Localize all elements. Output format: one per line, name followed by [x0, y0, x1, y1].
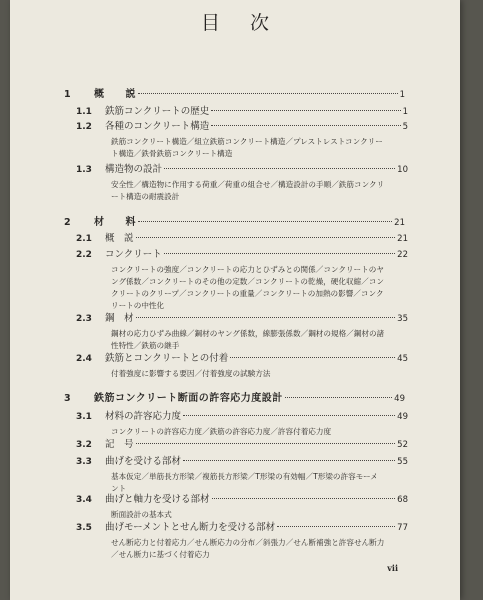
toc-section [76, 353, 408, 365]
toc-title: 曲げを受ける部材 [105, 456, 182, 467]
page-title: 目次 [200, 12, 299, 34]
toc-topics-line: 断面設計の基本式 [111, 510, 172, 519]
toc-page-number: 45 [397, 354, 408, 364]
toc-page-number: 10 [397, 165, 408, 175]
toc-section [76, 411, 408, 423]
toc-section [76, 522, 408, 534]
toc-chapter [64, 393, 405, 405]
toc-title: 鉄筋コンクリート断面の許容応力度設計 [94, 393, 283, 404]
dot-leader [230, 357, 395, 358]
dot-leader [285, 397, 392, 398]
toc-title: 曲げモーメントとせん断力を受ける部材 [105, 522, 276, 533]
toc-page-number: 21 [394, 218, 405, 228]
toc-page-number: 49 [397, 412, 408, 422]
dot-leader [136, 443, 396, 444]
toc-topics-line: せん断応力と付着応力／せん断応力の分布／斜張力／せん断補強と許容せん断力 [111, 538, 385, 547]
toc-topics-line: ート構造の耐震設計 [111, 192, 180, 202]
toc-topics-line: ント [111, 484, 127, 494]
toc-section [76, 494, 408, 506]
toc-title: 概 説 [105, 233, 134, 244]
toc-number: 2.1 [76, 234, 92, 244]
toc-number: 3.4 [76, 495, 92, 505]
toc-number: 2.3 [76, 314, 92, 324]
toc-section [76, 164, 408, 176]
toc-topics-line: コンクリートの強度／コンクリートの応力とひずみとの関係／コンクリートのヤ [111, 265, 384, 274]
toc-number: 1 [64, 89, 71, 100]
toc-title: 曲げと軸力を受ける部材 [105, 494, 210, 505]
dot-leader [164, 253, 395, 254]
dot-leader [164, 168, 395, 169]
toc-title: 鋼 材 [105, 313, 134, 324]
toc-title: 材 料 [94, 217, 136, 228]
toc-topics-line: 鉄筋コンクリート構造／組立鉄筋コンクリート構造／プレストレストコンクリー [111, 137, 383, 146]
toc-title: 記 号 [105, 439, 134, 450]
toc-topics-line: ト構造／鉄骨鉄筋コンクリート構造 [111, 149, 233, 159]
toc-topics-line: 性特性／鉄筋の継手 [111, 341, 180, 351]
toc-topics-line: 鋼材の応力ひずみ曲線／鋼材のヤング係数，線膨張係数／鋼材の規格／鋼材の諸 [111, 329, 385, 338]
toc-topics-line: 付着強度に影響する要因／付着強度の試験方法 [111, 369, 271, 378]
toc-page-number: 1 [402, 107, 408, 117]
toc-number: 3.3 [76, 457, 92, 467]
toc-section [76, 121, 408, 133]
toc-chapter [64, 89, 405, 101]
toc-number: 1.2 [76, 122, 92, 132]
toc-page-number: 68 [397, 495, 408, 505]
toc-title: 概 説 [94, 89, 136, 100]
toc-section [76, 249, 408, 261]
toc-title: コンクリート [105, 249, 162, 260]
toc-page-number: 21 [397, 234, 408, 244]
dot-leader [211, 110, 400, 111]
toc-title: 各種のコンクリート構造 [105, 121, 210, 132]
dot-leader [183, 415, 395, 416]
toc-section [76, 233, 408, 245]
toc-page-number: 35 [397, 314, 408, 324]
toc-number: 2.2 [76, 250, 92, 260]
toc-section [76, 456, 408, 468]
toc-topics-line: コンクリートの許容応力度／鉄筋の許容応力度／許容付着応力度 [111, 427, 332, 436]
toc-topics-line: 基本仮定／単筋長方形梁／複筋長方形梁／T形梁の有効幅／T形梁の許容モーメ [111, 472, 378, 481]
toc-number: 2 [64, 217, 71, 228]
dot-leader [277, 526, 395, 527]
toc-number: 3.1 [76, 412, 92, 422]
dot-leader [136, 317, 396, 318]
dot-leader [138, 93, 398, 94]
toc-page-number: 77 [397, 523, 408, 533]
toc-number: 1.3 [76, 165, 92, 175]
toc-section [76, 313, 408, 325]
toc-page-number: 1 [399, 90, 405, 100]
dot-leader [212, 498, 396, 499]
toc-topics-line: クリートのクリープ／コンクリートの重量／コンクリートの加熱の影響／コンク [111, 289, 384, 299]
toc-number: 3.2 [76, 440, 92, 450]
dot-leader [138, 221, 392, 222]
toc-number: 3 [64, 393, 71, 404]
toc-page-number: 55 [397, 457, 408, 467]
toc-number: 2.4 [76, 354, 92, 364]
dot-leader [211, 125, 400, 126]
toc-number: 3.5 [76, 523, 92, 533]
toc-page-number: 52 [397, 440, 408, 450]
contents-page [10, 0, 460, 600]
toc-topics-line: 安全性／構造物に作用する荷重／荷重の組合せ／構造設計の手順／鉄筋コンクリ [111, 180, 385, 189]
toc-page-number: 22 [397, 250, 408, 260]
toc-topics-line: ／せん断力に基づく付着応力 [111, 550, 210, 560]
toc-topics-line: リートの中性化 [111, 301, 165, 311]
toc-section [76, 439, 408, 451]
toc-chapter [64, 217, 405, 229]
toc-number: 1.1 [76, 107, 92, 117]
toc-title: 鉄筋とコンクリートとの付着 [105, 353, 229, 364]
toc-title: 材料の許容応力度 [105, 411, 182, 422]
table-of-contents [10, 0, 460, 600]
toc-topics-line: ング係数／コンクリートのその他の定数／コンクリートの乾燥，硬化収縮／コン [111, 277, 384, 287]
toc-title: 構造物の設計 [105, 164, 163, 175]
dot-leader [183, 460, 395, 461]
toc-section [76, 106, 408, 118]
dot-leader [136, 237, 396, 238]
toc-page-number: 5 [402, 122, 408, 132]
toc-title: 鉄筋コンクリートの歴史 [105, 106, 210, 117]
page-number: vii [387, 563, 398, 573]
toc-page-number: 49 [394, 394, 405, 404]
